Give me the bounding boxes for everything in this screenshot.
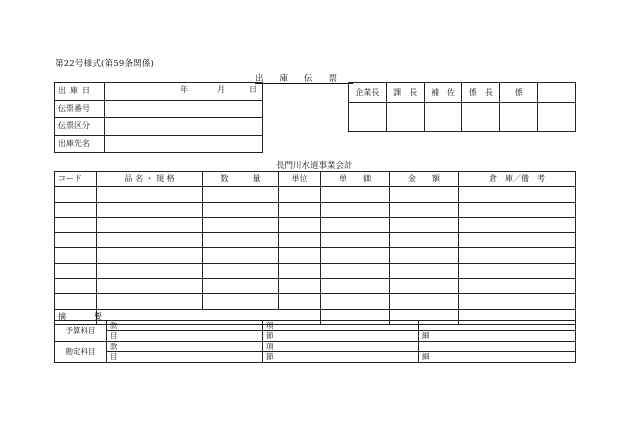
stamp-box[interactable] bbox=[538, 103, 576, 132]
slip-number-label: 伝票番号 bbox=[55, 100, 105, 118]
moku-label: 目 bbox=[110, 331, 118, 341]
table-row bbox=[55, 248, 576, 263]
kou-label: 項 bbox=[266, 341, 274, 351]
slip-info-table bbox=[54, 82, 263, 153]
saimoku-label: 細 bbox=[422, 352, 430, 362]
approver-staff: 係 bbox=[500, 83, 538, 103]
col-unit: 単位 bbox=[279, 172, 321, 187]
settlement-kan-field[interactable] bbox=[107, 341, 263, 351]
col-unit-price: 単 価 bbox=[321, 172, 390, 187]
year-label: 年 bbox=[180, 85, 188, 95]
table-row bbox=[55, 202, 576, 217]
budget-moku-row bbox=[55, 331, 576, 341]
destination-field[interactable] bbox=[105, 135, 263, 153]
slip-number-field[interactable] bbox=[105, 100, 263, 118]
settlement-kou-field[interactable] bbox=[263, 341, 419, 351]
date-label: 出庫日 bbox=[55, 83, 105, 101]
summary-label: 摘 要 bbox=[55, 309, 97, 324]
budget-setsu-field[interactable] bbox=[263, 331, 419, 341]
slip-type-label: 伝票区分 bbox=[55, 118, 105, 136]
col-quantity: 数 量 bbox=[203, 172, 279, 187]
stamp-box[interactable] bbox=[386, 103, 424, 132]
table-row bbox=[55, 279, 576, 294]
approval-header-row bbox=[349, 83, 576, 103]
stamp-box[interactable] bbox=[349, 103, 387, 132]
table-row bbox=[55, 294, 576, 309]
kou-label: 項 bbox=[266, 320, 274, 330]
settlement-moku-field[interactable] bbox=[107, 352, 263, 362]
slip-type-field[interactable] bbox=[105, 118, 263, 136]
table-row bbox=[55, 187, 576, 202]
setsu-label: 節 bbox=[266, 352, 274, 362]
items-table bbox=[54, 171, 576, 325]
date-field[interactable] bbox=[105, 83, 263, 101]
account-codes-table bbox=[54, 320, 576, 363]
budget-kou-field[interactable] bbox=[263, 321, 419, 331]
form-title: 出庫伝票 bbox=[255, 74, 354, 84]
settlement-kan-row bbox=[55, 341, 576, 351]
budget-saimoku-field[interactable] bbox=[419, 331, 576, 341]
saimoku-label: 細 bbox=[422, 331, 430, 341]
settlement-moku-row bbox=[55, 352, 576, 362]
stamp-box[interactable] bbox=[424, 103, 462, 132]
col-name-spec: 品 名 ・ 規 格 bbox=[97, 172, 203, 187]
settlement-setsu-field[interactable] bbox=[263, 352, 419, 362]
settlement-blank-field[interactable] bbox=[419, 341, 576, 351]
month-label: 月 bbox=[217, 85, 225, 95]
approver-ceo: 企業長 bbox=[349, 83, 387, 103]
budget-item-label: 予算科目 bbox=[55, 321, 107, 342]
col-warehouse-remarks: 倉 庫／備 考 bbox=[459, 172, 576, 187]
approver-subsection-chief: 係 長 bbox=[462, 83, 500, 103]
destination-label: 出庫先名 bbox=[55, 135, 105, 153]
settlement-item-label: 勘定科目 bbox=[55, 341, 107, 362]
budget-kan-row bbox=[55, 321, 576, 331]
approver-section-chief: 課 長 bbox=[386, 83, 424, 103]
slip-number-row bbox=[55, 100, 263, 118]
form-number-label: 第22号様式(第59条関係) bbox=[55, 59, 155, 69]
col-amount: 金 額 bbox=[390, 172, 459, 187]
col-code: コード bbox=[55, 172, 97, 187]
stamp-box[interactable] bbox=[500, 103, 538, 132]
setsu-label: 節 bbox=[266, 331, 274, 341]
slip-type-row bbox=[55, 118, 263, 136]
date-row bbox=[55, 83, 263, 101]
stamp-box[interactable] bbox=[462, 103, 500, 132]
kan-label: 款 bbox=[110, 341, 118, 351]
table-row bbox=[55, 233, 576, 248]
table-row bbox=[55, 217, 576, 232]
kan-label: 款 bbox=[110, 320, 118, 330]
day-label: 日 bbox=[249, 85, 257, 95]
budget-blank-field[interactable] bbox=[419, 321, 576, 331]
moku-label: 目 bbox=[110, 352, 118, 362]
approver-assistant: 補 佐 bbox=[424, 83, 462, 103]
budget-kan-field[interactable] bbox=[107, 321, 263, 331]
items-header-row bbox=[55, 172, 576, 187]
organization-name: 長門川水道事業会計 bbox=[276, 161, 353, 171]
budget-moku-field[interactable] bbox=[107, 331, 263, 341]
table-row bbox=[55, 263, 576, 278]
settlement-saimoku-field[interactable] bbox=[419, 352, 576, 362]
approver-extra bbox=[538, 83, 576, 103]
approval-stamp-table bbox=[348, 82, 576, 132]
destination-row bbox=[55, 135, 263, 153]
approval-stamp-row bbox=[349, 103, 576, 132]
